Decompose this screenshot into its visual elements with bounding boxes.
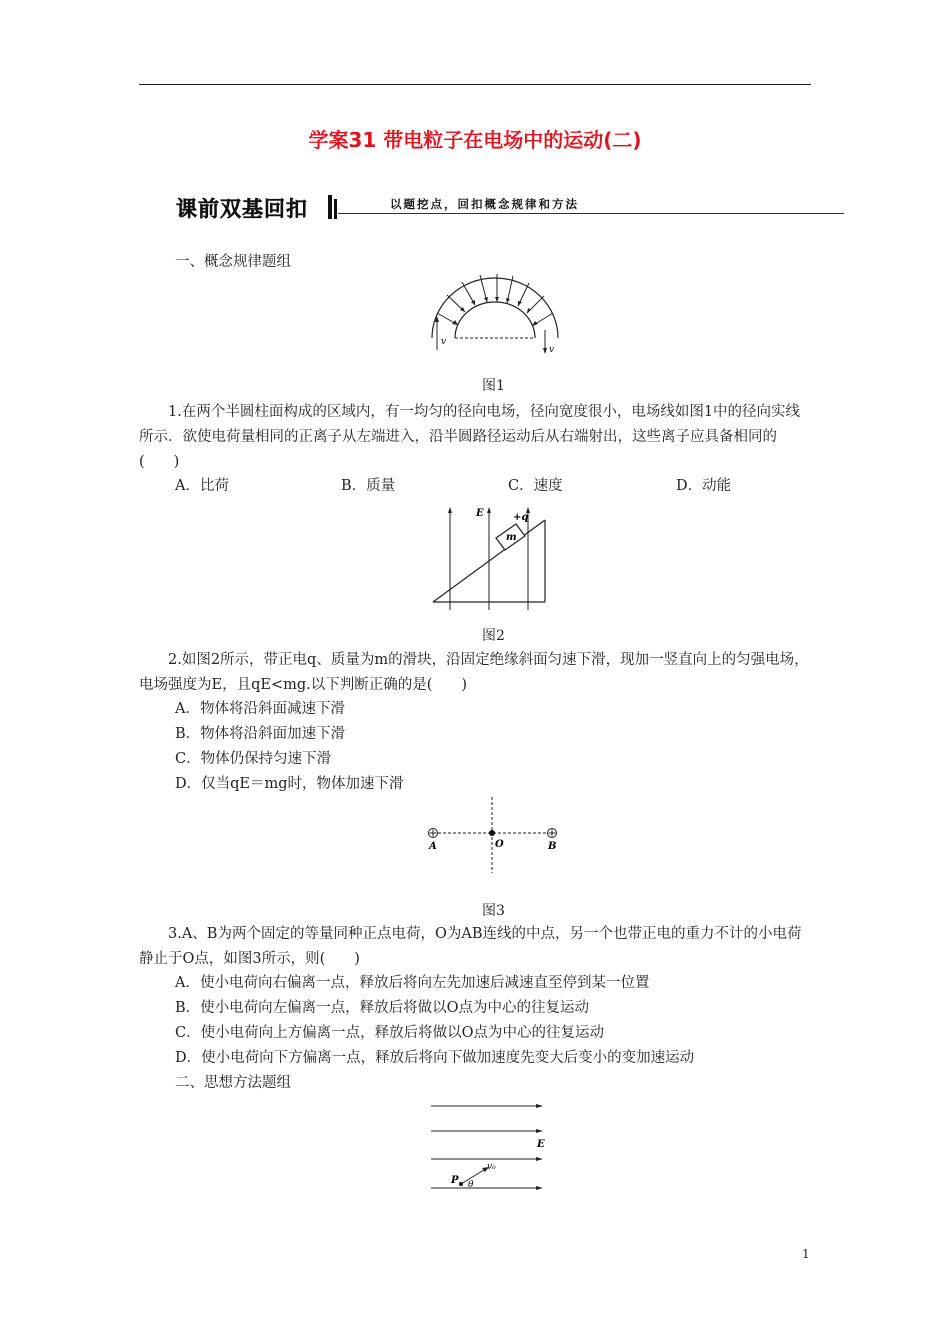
banner-underline	[338, 213, 844, 214]
radial-field-lines	[437, 274, 553, 326]
fig2-label-q: +q	[513, 512, 529, 523]
page-number: 1	[802, 1247, 810, 1261]
figure-2	[425, 500, 555, 610]
inner-arc	[455, 302, 535, 338]
banner-subtitle: 以题挖点，回扣概念规律和方法	[390, 197, 579, 211]
fig1-caption: 图1	[482, 378, 505, 394]
figure-3	[420, 795, 570, 877]
section1-heading: 一、概念规律题组	[175, 254, 291, 270]
fig4-label-p: P	[451, 1175, 459, 1186]
fig4-label-theta: θ	[468, 1180, 474, 1190]
fig2-label-m: m	[506, 532, 517, 543]
fig3-label-o: O	[495, 839, 504, 850]
charge-b	[548, 829, 557, 838]
initial-velocity-arrow	[461, 1168, 487, 1184]
fig3-label-a: A	[429, 841, 437, 852]
fig2-caption: 图2	[482, 628, 505, 644]
charge-a	[429, 829, 438, 838]
q2-option-b: B．物体将沿斜面加速下滑	[175, 726, 346, 742]
fig4-label-v0: v₀	[487, 1162, 496, 1172]
page-title: 学案31 带电粒子在电场中的运动(二)	[308, 128, 642, 152]
fig1-label-v-left: v	[441, 337, 447, 347]
fig3-label-b: B	[548, 841, 557, 852]
q1-option-c: C．速度	[508, 478, 563, 494]
q2-option-c: C．物体仍保持匀速下滑	[175, 751, 332, 767]
outer-arc	[432, 278, 558, 338]
figure-4	[425, 1095, 550, 1195]
q3-option-b: B．使小电荷向左偏离一点，释放后将做以O点为中心的往复运动	[175, 1000, 590, 1016]
section-banner	[176, 193, 844, 223]
fig4-label-e: E	[537, 1139, 545, 1150]
q1-option-a: A．比荷	[175, 478, 229, 494]
right-velocity-arrowhead	[543, 348, 547, 354]
q1-option-b: B．质量	[341, 478, 396, 494]
horizontal-field-lines	[431, 1106, 539, 1188]
fig1-label-v-right: v	[549, 345, 555, 355]
banner-title: 课前双基回扣	[176, 197, 308, 221]
q2-option-d: D．仅当qE＝mg时，物体加速下滑	[175, 776, 404, 792]
q3-option-d: D．使小电荷向下方偏离一点，释放后将向下做加速度先变大后变小的变加速运动	[175, 1050, 695, 1066]
q3-option-c: C．使小电荷向上方偏离一点，释放后将做以O点为中心的往复运动	[175, 1025, 604, 1041]
fig3-caption: 图3	[482, 903, 505, 919]
section2-heading: 二、思想方法题组	[175, 1075, 291, 1091]
q1-option-d: D．动能	[676, 478, 732, 494]
q2-option-a: A．物体将沿斜面减速下滑	[175, 701, 345, 717]
q3-option-a: A．使小电荷向右偏离一点，释放后将向左先加速后减速直至停到某一位置	[175, 975, 650, 991]
banner-bar-thin	[334, 199, 337, 219]
top-rule	[139, 84, 811, 85]
question-3-text: 3.A、B为两个固定的等量同种正点电荷，O为AB连线的中点，另一个也带正电的重力不计的小电荷静止于O点，如图3所示，则( )	[139, 926, 802, 967]
figure-1	[425, 270, 565, 360]
question-2-text: 2.如图2所示，带正电q、质量为m的滑块，沿固定绝缘斜面匀速下滑，现加一竖直向上的匀强电场，电场强度为E，且qE<mg.以下判断正确的是( )	[139, 652, 809, 693]
banner-bar	[328, 195, 332, 219]
question-1-text: 1.在两个半圆柱面构成的区域内，有一均匀的径向电场，径向宽度很小，电场线如图1中的径向实线所示．欲使电荷量相同的正离子从左端进入，沿半圆路径运动后从右端射出，这些离子应具备相同的( )	[139, 404, 801, 470]
point-o-charge	[489, 830, 495, 836]
fig2-label-e: E	[476, 508, 484, 519]
